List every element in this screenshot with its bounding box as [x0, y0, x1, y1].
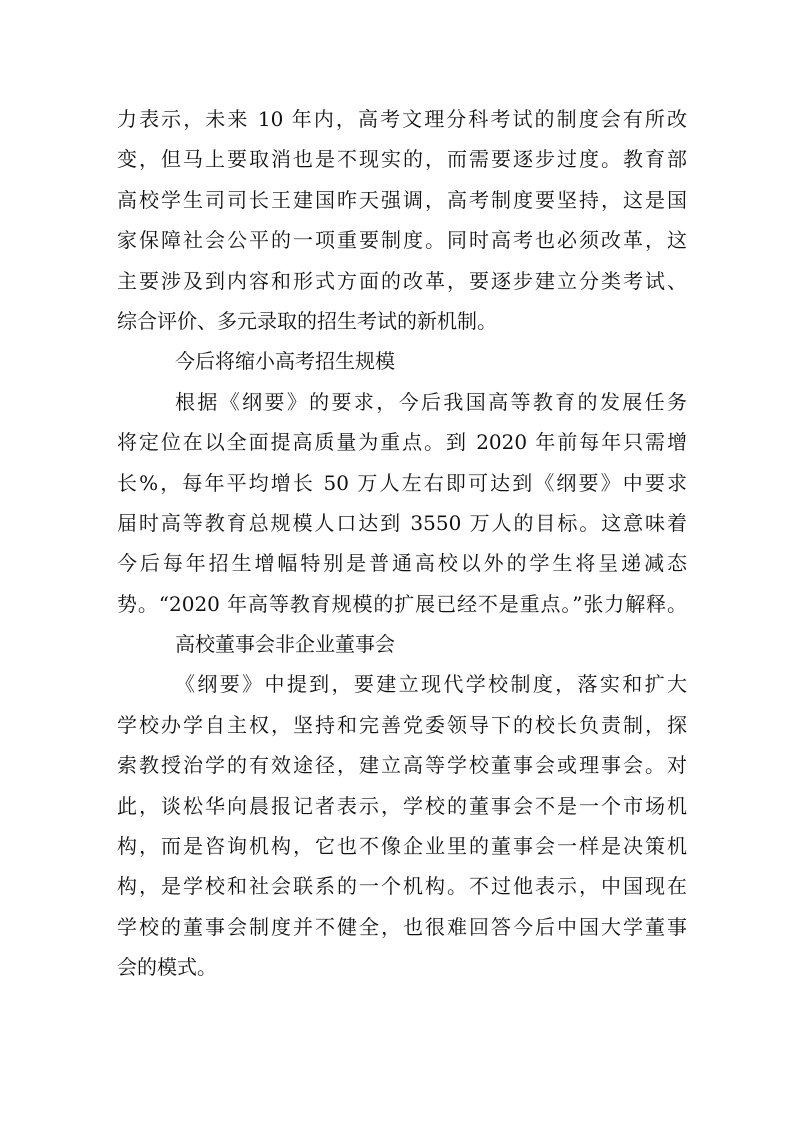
body-text — [117, 99, 687, 988]
text-line: 将定位在以全面提高质量为重点。到 2020 年前每年只需增 — [117, 430, 687, 455]
section-heading: 高校董事会非企业董事会 — [175, 632, 395, 657]
text-line: 综合评价、多元录取的招生考试的新机制。 — [117, 308, 497, 333]
text-line: 会的模式。 — [117, 955, 217, 980]
text-line: 学校办学自主权，坚持和完善党委领导下的校长负责制，探 — [117, 712, 687, 737]
section-heading: 今后将缩小高考招生规模 — [175, 349, 395, 374]
text-line: 力表示，未来 10 年内，高考文理分科考试的制度会有所改 — [117, 107, 687, 131]
text-line: 学校的董事会制度并不健全，也很难回答今后中国大学董事 — [117, 914, 687, 939]
text-line: 长%，每年平均增长 50 万人左右即可达到《纲要》中要求 — [117, 470, 687, 495]
text-line: 根据《纲要》的要求，今后我国高等教育的发展任务 — [175, 389, 687, 414]
text-line: 高校学生司司长王建国昨天强调，高考制度要坚持，这是国 — [117, 187, 687, 212]
text-line: 势。“2020 年高等教育规模的扩展已经不是重点。”张力解释。 — [117, 591, 687, 616]
text-line: 家保障社会公平的一项重要制度。同时高考也必须改革，这 — [117, 228, 687, 253]
text-line: 主要涉及到内容和形式方面的改革，要逐步建立分类考试、 — [117, 268, 687, 293]
text-line: 构，而是咨询机构，它也不像企业里的董事会一样是决策机 — [117, 834, 687, 859]
text-line: 《纲要》中提到，要建立现代学校制度，落实和扩大 — [175, 672, 687, 697]
text-line: 此，谈松华向晨报记者表示，学校的董事会不是一个市场机 — [117, 793, 687, 818]
text-line: 变，但马上要取消也是不现实的，而需要逐步过度。教育部 — [117, 147, 687, 172]
text-line: 今后每年招生增幅特别是普通高校以外的学生将呈递减态 — [117, 551, 687, 576]
text-line: 构，是学校和社会联系的一个机构。不过他表示，中国现在 — [117, 874, 687, 899]
text-line: 索教授治学的有效途径，建立高等学校董事会或理事会。对 — [117, 753, 687, 778]
text-line: 届时高等教育总规模人口达到 3550 万人的目标。这意味着 — [117, 510, 687, 535]
